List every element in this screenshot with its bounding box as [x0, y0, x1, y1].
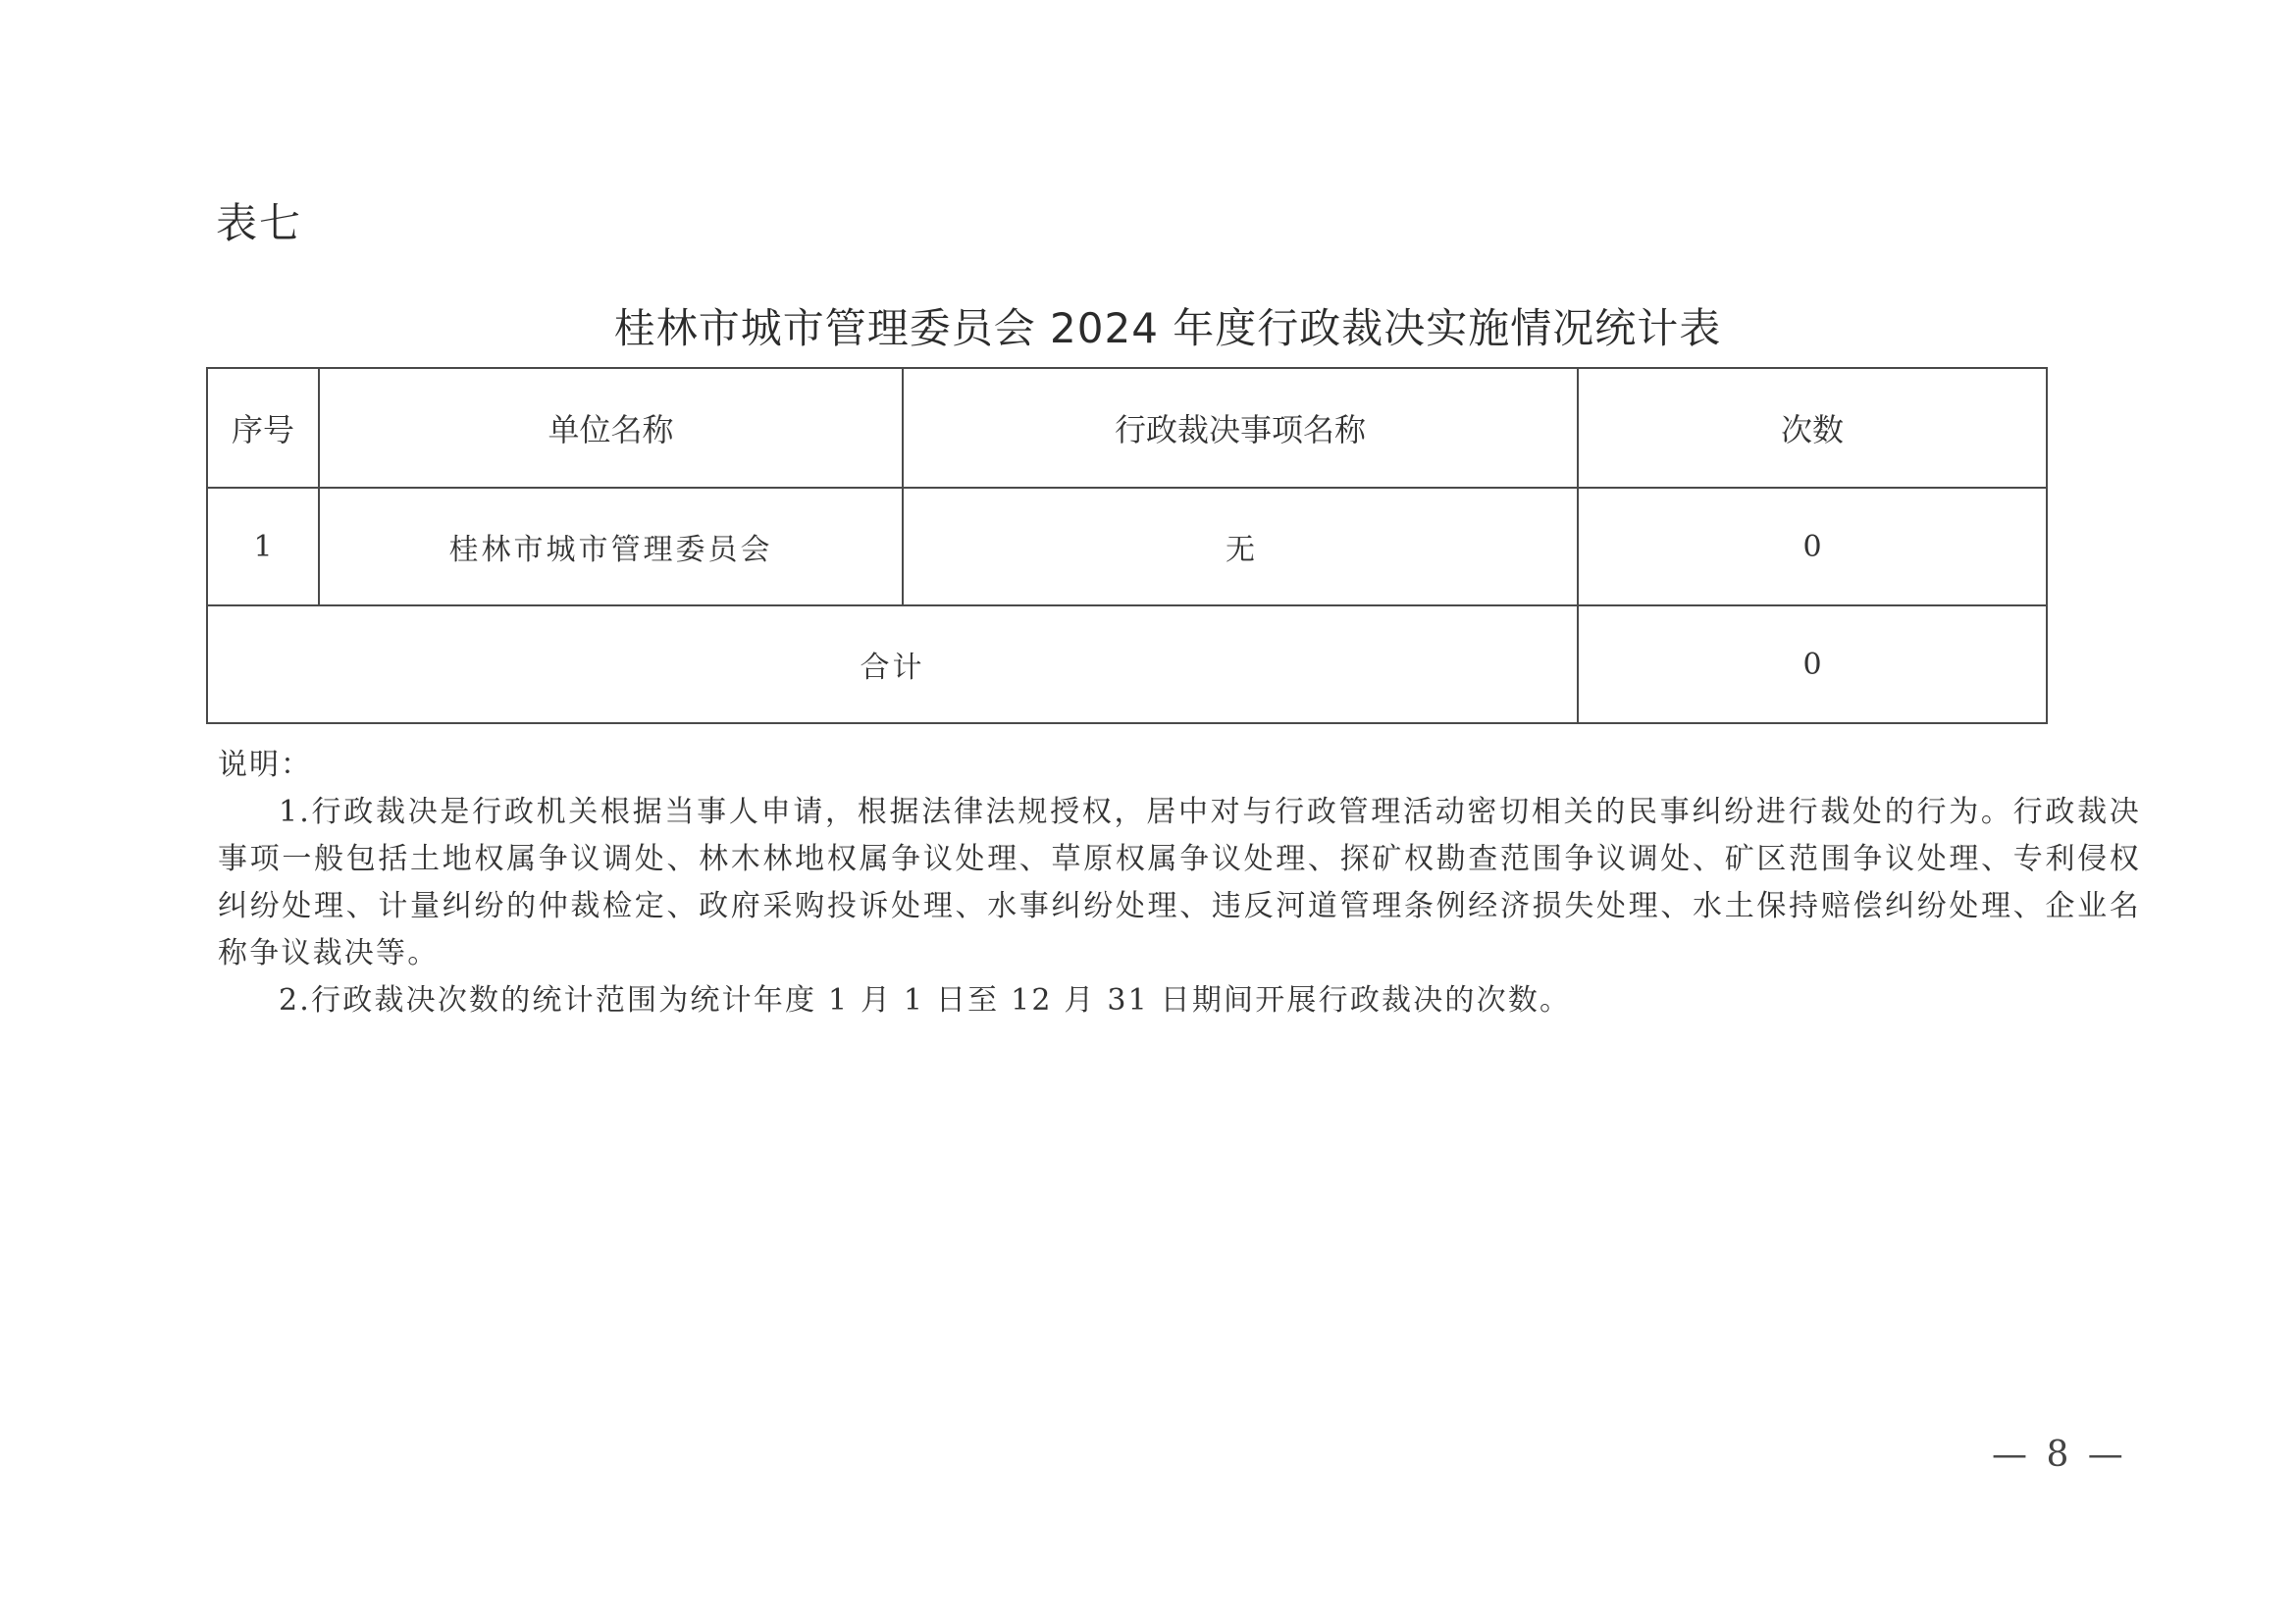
- total-row: [207, 605, 2047, 723]
- note-item-1: 1.行政裁决是行政机关根据当事人申请，根据法律法规授权，居中对与行政管理活动密切相关的民事纠纷进行裁处的行为。行政裁决事项一般包括土地权属争议调处、林木林地权属争议处理、草原权属争议处理、探矿权勘查范围争议调处、矿区范围争议处理、专利侵权纠纷处理、计量纠纷的仲裁检定、政府采购投诉处理、水事纠纷处理、违反河道管理条例经济损失处理、水土保持赔偿纠纷处理、企业名称争议裁决等。: [218, 795, 2141, 970]
- statistics-table: [206, 367, 2048, 724]
- cell-count: 0: [1578, 488, 2047, 605]
- header-item: 行政裁决事项名称: [903, 368, 1578, 488]
- header-count: 次数: [1578, 368, 2047, 488]
- table-header-row: [207, 368, 2047, 488]
- notes-section: [218, 742, 2141, 1024]
- page-number: — 8 —: [1992, 1435, 2127, 1475]
- cell-unit: 桂林市城市管理委员会: [319, 488, 903, 605]
- total-count: 0: [1578, 605, 2047, 723]
- header-unit: 单位名称: [319, 368, 903, 488]
- note-item-2: 2.行政裁决次数的统计范围为统计年度 1 月 1 日至 12 月 31 日期间开展行政裁决的次数。: [279, 983, 1572, 1018]
- cell-seq: 1: [207, 488, 319, 605]
- document-title: 桂林市城市管理委员会 2024 年度行政裁决实施情况统计表: [613, 304, 1722, 352]
- table-label: 表七: [216, 199, 303, 247]
- total-label: 合计: [207, 605, 1578, 723]
- notes-heading: 说明：: [218, 748, 312, 782]
- table-row: [207, 488, 2047, 605]
- header-seq: 序号: [207, 368, 319, 488]
- cell-item: 无: [903, 488, 1578, 605]
